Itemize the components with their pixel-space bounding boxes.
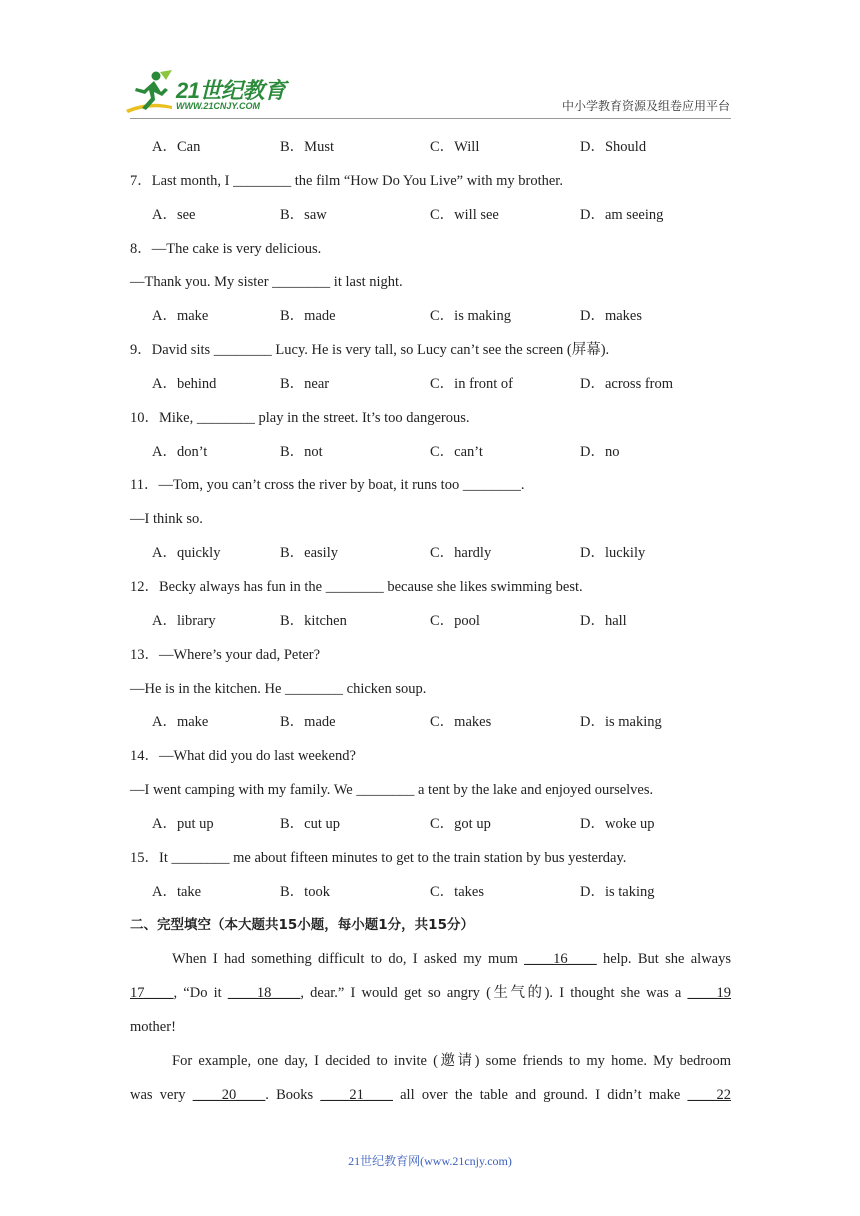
answer-options bbox=[130, 436, 731, 470]
answer-option: C．is making bbox=[430, 308, 511, 325]
question-text: 8．—The cake is very delicious. bbox=[130, 240, 322, 257]
blank-number: ____20____ bbox=[192, 1086, 266, 1103]
site-logo bbox=[124, 70, 294, 116]
question-text: 14．—What did you do last weekend? bbox=[130, 748, 356, 765]
answer-options bbox=[130, 605, 731, 639]
answer-option: B．took bbox=[280, 883, 330, 900]
blank-number: 17____ bbox=[130, 985, 174, 1002]
question-text: —Thank you. My sister ________ it last night. bbox=[130, 274, 403, 291]
answer-option: D．makes bbox=[580, 308, 643, 325]
answer-option: D．hall bbox=[580, 612, 627, 629]
answer-options bbox=[130, 808, 731, 842]
answer-options bbox=[130, 706, 731, 740]
passage-line bbox=[130, 943, 731, 977]
question-text: —He is in the kitchen. He ________ chicken soup. bbox=[130, 680, 427, 697]
answer-option: B．near bbox=[280, 375, 330, 392]
answer-option: C．got up bbox=[430, 815, 491, 832]
answer-option: B．kitchen bbox=[280, 612, 347, 629]
answer-option: B．Must bbox=[280, 139, 334, 155]
answer-option: A．make bbox=[152, 308, 209, 325]
passage-text: all over the table and ground. I didn’t make bbox=[392, 1086, 688, 1103]
logo-text: 21世纪教育 bbox=[176, 78, 286, 103]
answer-option: C．Will bbox=[430, 139, 480, 155]
question-text: 10．Mike, ________ play in the street. It’s too dangerous. bbox=[130, 409, 470, 426]
answer-option: A．don’t bbox=[152, 443, 208, 460]
passage-text: help. But she always bbox=[596, 951, 731, 968]
blank-number: ____22 bbox=[687, 1086, 731, 1103]
question-text: —I think so. bbox=[130, 511, 203, 528]
answer-option: D．is taking bbox=[580, 883, 655, 900]
answer-option: A．see bbox=[152, 206, 196, 223]
answer-options bbox=[130, 300, 731, 334]
answer-option: C．makes bbox=[430, 714, 492, 731]
logo-url: WWW.21CNJY.COM bbox=[176, 101, 261, 111]
answer-option: C．takes bbox=[430, 883, 484, 900]
question-text: 7．Last month, I ________ the film “How Do You Live” with my brother. bbox=[130, 172, 563, 189]
answer-options bbox=[130, 537, 731, 571]
answer-options bbox=[130, 199, 731, 233]
answer-option: C．can’t bbox=[430, 443, 483, 460]
passage-line bbox=[130, 977, 731, 1011]
answer-options bbox=[130, 368, 731, 402]
answer-option: C．in front of bbox=[430, 375, 513, 392]
answer-option: A．quickly bbox=[152, 545, 221, 562]
answer-option: D．luckily bbox=[580, 545, 646, 562]
answer-option: C．will see bbox=[430, 206, 499, 223]
question-text: 9．David sits ________ Lucy. He is very tall, so Lucy can’t see the screen (屏幕). bbox=[130, 342, 610, 359]
passage-line bbox=[130, 1079, 731, 1113]
question-text: mother! bbox=[130, 1018, 176, 1035]
blank-number: ____21____ bbox=[320, 1086, 393, 1103]
answer-option: A．take bbox=[152, 883, 202, 900]
blank-number: ____19 bbox=[687, 985, 731, 1002]
passage-text: , dear.” I would get so angry (生气的). I thought she was a bbox=[300, 985, 688, 1002]
question-text: 12．Becky always has fun in the ________ because she likes swimming best. bbox=[130, 578, 583, 595]
question-text: —I went camping with my family. We ________ a tent by the lake and enjoyed ourselves. bbox=[130, 782, 654, 799]
answer-option: A．library bbox=[152, 612, 216, 629]
answer-option: B．saw bbox=[280, 206, 327, 223]
section-heading: 二、完型填空（本大题共15小题，每小题1分，共15分） bbox=[130, 917, 474, 934]
passage-text: was very bbox=[130, 1086, 193, 1103]
answer-option: C．pool bbox=[430, 612, 480, 629]
answer-option: B．easily bbox=[280, 545, 338, 562]
answer-option: B．made bbox=[280, 714, 336, 731]
answer-option: D．across from bbox=[580, 375, 674, 392]
answer-option: A．Can bbox=[152, 139, 201, 155]
question-text: 11．—Tom, you can’t cross the river by boat, it runs too ________. bbox=[130, 477, 525, 494]
answer-option: D．Should bbox=[580, 139, 647, 155]
question-text: 13．—Where’s your dad, Peter? bbox=[130, 646, 321, 663]
answer-option: D．woke up bbox=[580, 815, 655, 832]
blank-number: ____16____ bbox=[524, 951, 597, 968]
exam-content bbox=[130, 131, 731, 1112]
answer-option: D．is making bbox=[580, 714, 662, 731]
answer-option: B．not bbox=[280, 443, 323, 460]
question-text: 15．It ________ me about fifteen minutes to get to the train station by bus yesterday. bbox=[130, 849, 627, 866]
header-divider bbox=[130, 118, 731, 119]
answer-options bbox=[130, 131, 731, 165]
platform-name: 中小学教育资源及组卷应用平台 bbox=[561, 99, 730, 113]
answer-option: A．make bbox=[152, 714, 209, 731]
page-header bbox=[0, 0, 860, 125]
passage-text: For example, one day, I decided to invite (邀请) some friends to my home. My bedroom bbox=[172, 1052, 731, 1069]
answer-option: D．no bbox=[580, 443, 620, 460]
passage-text: . Books bbox=[265, 1086, 321, 1103]
answer-option: C．hardly bbox=[430, 545, 492, 562]
page-footer: 21世纪教育网(www.21cnjy.com) bbox=[348, 1154, 512, 1168]
answer-option: A．put up bbox=[152, 815, 214, 832]
runner-logo-icon bbox=[124, 70, 174, 114]
blank-number: ____18____ bbox=[227, 985, 301, 1002]
passage-text: , “Do it bbox=[173, 985, 228, 1002]
answer-option: D．am seeing bbox=[580, 206, 664, 223]
passage-text: When I had something difficult to do, I asked my mum bbox=[172, 951, 525, 968]
passage-line bbox=[130, 1045, 731, 1079]
answer-option: A．behind bbox=[152, 375, 217, 392]
answer-option: B．cut up bbox=[280, 815, 341, 832]
answer-option: B．made bbox=[280, 308, 336, 325]
answer-options bbox=[130, 876, 731, 910]
